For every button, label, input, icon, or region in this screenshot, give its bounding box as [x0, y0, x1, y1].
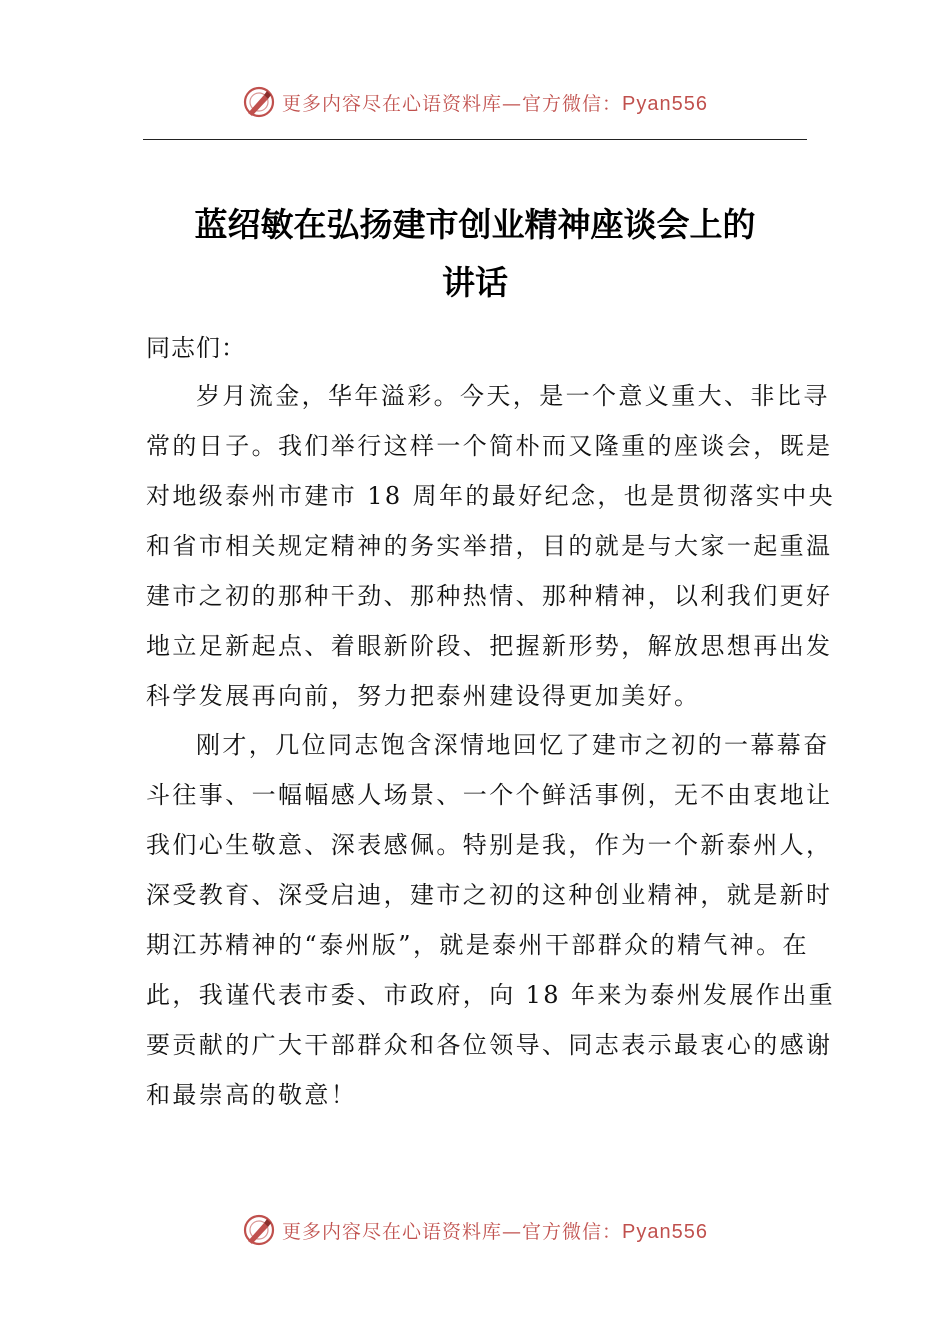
paragraph-2	[146, 720, 835, 1120]
paragraph-line: 要贡献的广大干部群众和各位领导、同志表示最衷心的感谢	[146, 1031, 833, 1059]
paragraph-line: 建市之初的那种干劲、那种热情、那种精神，以利我们更好	[146, 582, 833, 610]
footer-brand-cn: 更多内容尽在心语资料库—官方微信：	[282, 1220, 623, 1243]
header-brand-text	[282, 89, 708, 116]
header-divider	[143, 139, 807, 140]
paragraph-line: 期江苏精神的“泰州版”，就是泰州干部群众的精气神。在	[146, 931, 809, 959]
title-line-2: 讲话	[442, 263, 508, 302]
paragraph-line: 斗往事、一幅幅感人场景、一个个鲜活事例，无不由衷地让	[146, 781, 833, 809]
pen-circle-logo-icon	[242, 1213, 276, 1247]
header-brand-wechat-id: Pyan556	[622, 92, 708, 115]
paragraph-line: 和最崇高的敬意！	[146, 1081, 358, 1109]
paragraph-line: 地立足新起点、着眼新阶段、把握新形势，解放思想再出发	[146, 632, 833, 660]
header-brand-cn: 更多内容尽在心语资料库—官方微信：	[282, 92, 623, 115]
paragraph-line: 此，我谨代表市委、市政府，向 18 年来为泰州发展作出重	[146, 981, 835, 1009]
pen-circle-logo-icon	[242, 85, 276, 119]
footer-brand	[0, 1210, 950, 1250]
paragraph-1	[146, 371, 835, 721]
salutation: 同志们：	[146, 334, 246, 362]
paragraph-line: 岁月流金，华年溢彩。今天，是一个意义重大、非比寻	[196, 382, 830, 410]
title-line-1: 蓝绍敏在弘扬建市创业精神座谈会上的	[194, 205, 756, 244]
footer-brand-wechat-id: Pyan556	[622, 1220, 708, 1243]
paragraph-line: 我们心生敬意、深表感佩。特别是我，作为一个新泰州人，	[146, 831, 833, 859]
paragraph-line: 和省市相关规定精神的务实举措，目的就是与大家一起重温	[146, 532, 833, 560]
paragraph-line: 深受教育、深受启迪，建市之初的这种创业精神，就是新时	[146, 881, 833, 909]
footer-brand-text	[282, 1217, 708, 1244]
header-brand	[0, 82, 950, 122]
paragraph-line: 对地级泰州市建市 18 周年的最好纪念，也是贯彻落实中央	[146, 482, 835, 510]
paragraph-line: 科学发展再向前，努力把泰州建设得更加美好。	[146, 682, 701, 710]
paragraph-line: 刚才，几位同志饱含深情地回忆了建市之初的一幕幕奋	[196, 731, 830, 759]
paragraph-line: 常的日子。我们举行这样一个简朴而又隆重的座谈会，既是	[146, 432, 833, 460]
document-title	[143, 196, 807, 312]
